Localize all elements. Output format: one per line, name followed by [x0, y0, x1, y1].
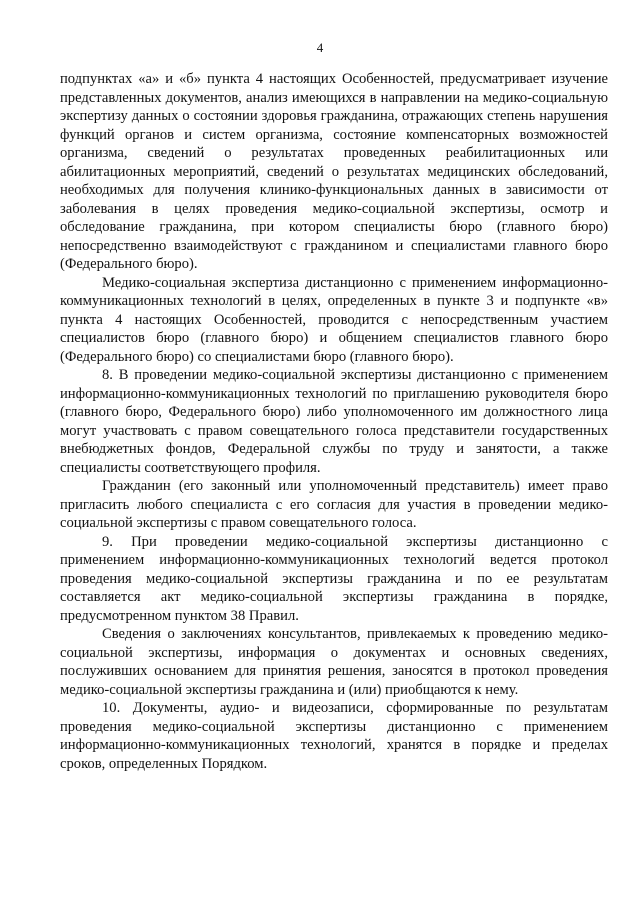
paragraph-item-10: 10. Документы, аудио- и видеозаписи, сформированные по результатам проведения медико-социальной экспертизы дистанционно с применением информационно-коммуникационных технологий, хранятся в порядке и пределах сроков, определенных Порядком. — [60, 700, 608, 772]
page-number: 4 — [316, 40, 324, 55]
paragraph: Гражданин (его законный или уполномоченный представитель) имеет право пригласить любого специалиста с его согласия для участия в проведении медико-социальной экспертизы с правом совещательного голоса. — [60, 478, 608, 531]
paragraph-item-9: 9. При проведении медико-социальной экспертизы дистанционно с применением информационно-коммуникационных технологий ведется протокол проведения медико-социальной экспертизы гражданина и по ее результатам составляется акт медико-социальной экспертизы гражданина в порядке, предусмотренном пунктом 38 Правил. — [60, 533, 608, 624]
paragraph: Медико-социальная экспертиза дистанционно с применением информационно-коммуникационных технологий в целях, определенных в пункте 3 и подпункте «в» пункта 4 настоящих Особенностей, проводится с непосредственным участием специалистов бюро (главного бюро) и общением специалистов главного бюро (Федерального бюро) со специалистами бюро (главного бюро). — [60, 274, 608, 365]
paragraph: Сведения о заключениях консультантов, привлекаемых к проведению медико-социальной экспертизы, информация о документах и основных сведениях, послуживших основанием для принятия решения, заносятся в протокол проведения медико-социальной экспертизы гражданина и (или) приобщаются к нему. — [60, 626, 608, 698]
document-body — [60, 70, 608, 773]
paragraph-continuation: подпунктах «а» и «б» пункта 4 настоящих Особенностей, предусматривает изучение представленных документов, анализ имеющихся в направлении на медико-социальную экспертизу данных о состоянии здоровья гражданина, отражающих степень нарушения функций органов и систем организма, состояние компенсаторных возможностей организма, сведений о результатах проведенных реабилитационных или абилитационных мероприятий, сведений о результатах медицинских обследований, необходимых для получения клинико-функциональных данных в зависимости от заболевания в целях проведения медико-социальной экспертизы, осмотр и обследование гражданина, при котором специалисты бюро (главного бюро) непосредственно взаимодействуют с гражданином и специалистами главного бюро (Федерального бюро). — [60, 71, 608, 272]
paragraph-item-8: 8. В проведении медико-социальной экспертизы дистанционно с применением информационно-коммуникационных технологий по приглашению руководителя бюро (главного бюро, Федерального бюро) либо уполномоченного им должностного лица могут участвовать с правом совещательного голоса представители государственных внебюджетных фондов, Федеральной службы по труду и занятости, а также специалисты соответствующего профиля. — [60, 367, 608, 476]
